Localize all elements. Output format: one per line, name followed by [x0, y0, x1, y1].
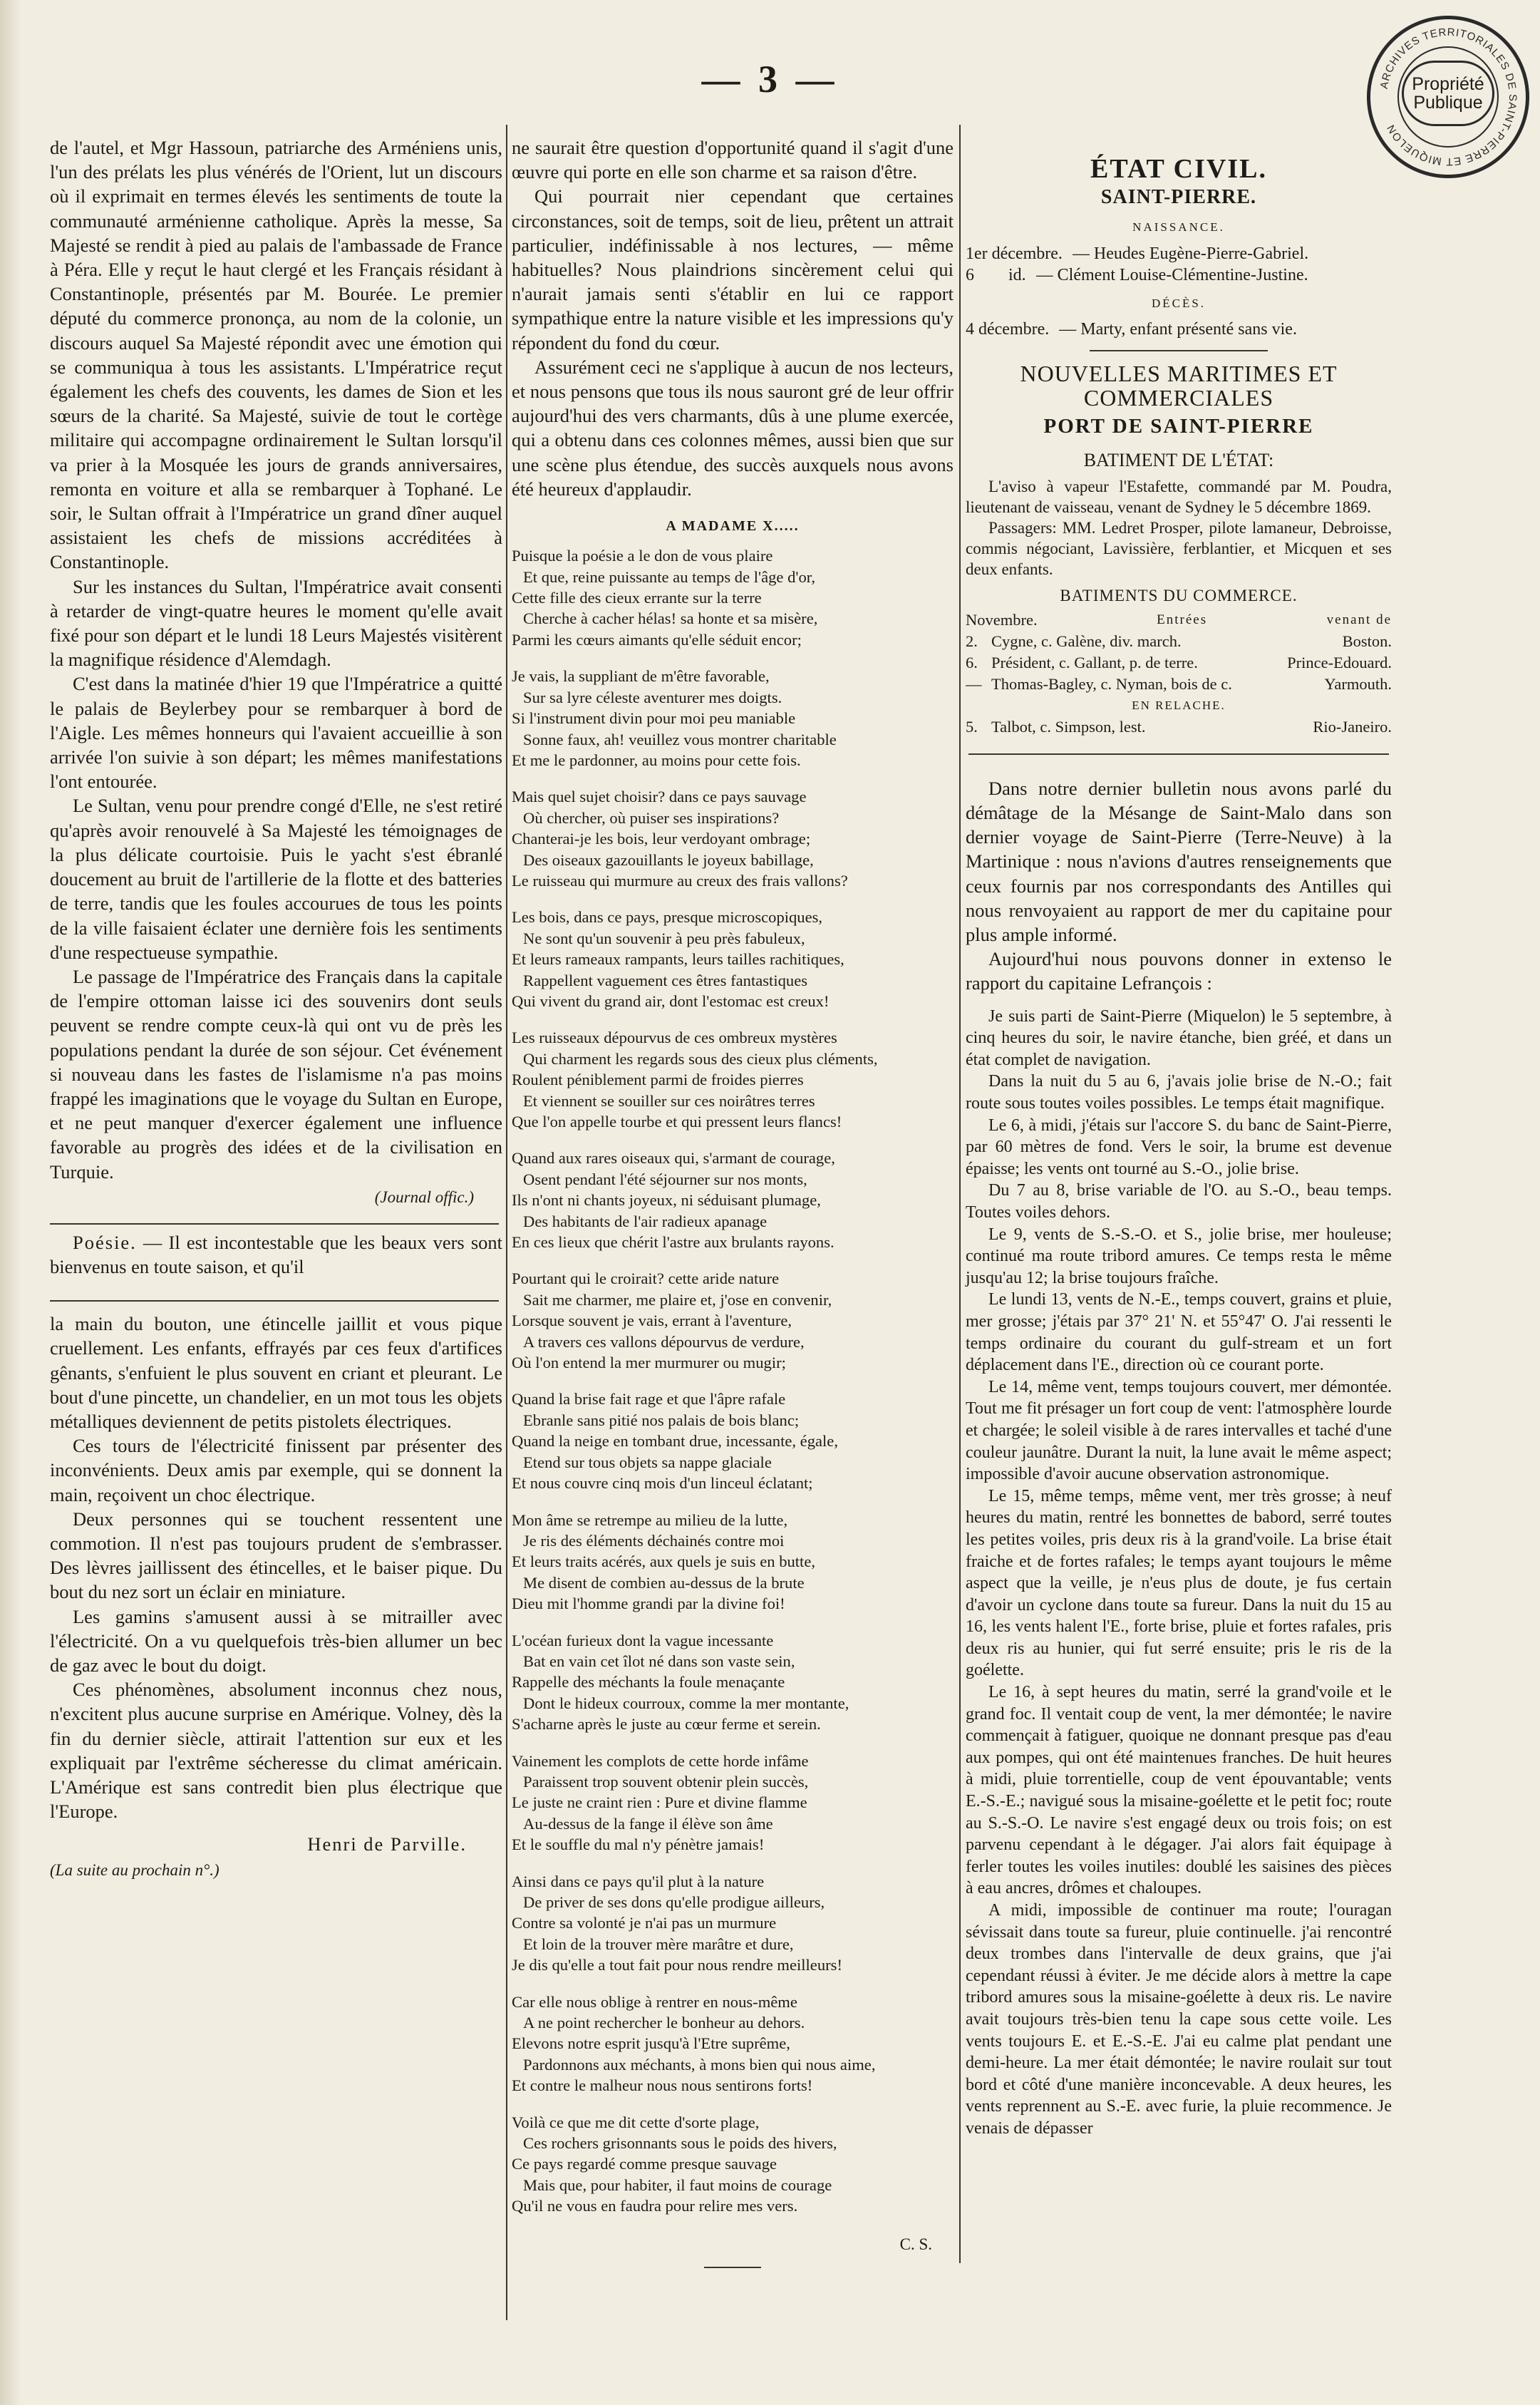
electricity-paragraph: Deux personnes qui se touchent ressentent une commotion. Il n'est pas toujours prudent de s'embrasser. Des lèvres jaillissent des étincelles, et le baiser pique. Du bout du nez sort un éclair en miniature.: [50, 1508, 502, 1603]
poem-signature: C. S.: [899, 2235, 932, 2253]
poem-line: Quand aux rares oiseaux qui, s'armant de courage,: [512, 1149, 835, 1168]
poem-stanza: [512, 1630, 954, 1735]
poem-line: Ils n'ont ni chants joyeux, ni séduisant plumage,: [512, 1191, 821, 1210]
captain-report-paragraph: Dans la nuit du 5 au 6, j'avais jolie brise de N.-O.; fait route sous toutes voiles possibles. Le temps était magnifique.: [966, 1072, 1392, 1113]
poem-line: Si l'instrument divin pour moi peu maniable: [512, 709, 796, 728]
poem-stanza: [512, 786, 954, 891]
commerce-header-month: Novembre.: [966, 610, 1038, 629]
poem-line: Lorsque souvent je vais, errant à l'aventure,: [512, 1312, 792, 1330]
poem-stanza: [512, 545, 954, 650]
poem-line: Et leurs traits acérés, aux quels je suis en butte,: [512, 1552, 816, 1571]
commerce-ship: Thomas-Bagley, c. Nyman, bois de c.: [991, 674, 1232, 693]
article-paragraph: Le passage de l'Impératrice des Français dans la capitale de l'empire ottoman laisse ici des souvenirs dont seuls peuvent se rendre compte ceux-là qui ont vu de près les populations pendant la durée de son séjour. Cet événement si nouveau dans les fastes de l'islamisme n'a pas moins frappé les imaginations que le voyage du Sultan en Europe, et ne peut manquer d'exercer également une influence favorable au progrès des idées et de la civilisation en Turquie.: [50, 965, 502, 1183]
birth-name: — Clément Louise-Clémentine-Justine.: [1035, 265, 1308, 284]
poem-line: Sait me charmer, me plaire et, j'ose en convenir,: [523, 1290, 832, 1309]
passengers-text: Passagers: MM. Ledret Prosper, pilote lamaneur, Debroisse, commis négociant, Lavissière, ferblantier, et Micquen et ses deux enfants.: [966, 518, 1392, 578]
section-rule: [50, 1223, 499, 1225]
commerce-date: —: [966, 674, 982, 693]
poem-line: Ainsi dans ce pays qu'il plut à la nature: [512, 1872, 765, 1890]
poem-line: Que l'on appelle tourbe et qui pressent leurs flancs!: [512, 1113, 842, 1131]
poem-line: Cette fille des cieux errante sur la terre: [512, 589, 762, 607]
poem-line: Quand la neige en tombant drue, incessante, égale,: [512, 1432, 838, 1451]
page-edge: [0, 0, 21, 2405]
poem-intro-paragraph: Assurément ceci ne s'applique à aucun de nos lecteurs, et nous pensons que tous ils nous sauront gré de leur offrir aujourd'hui des vers charmants, dûs à une plume exercée, qui a obtenu dans ces colonnes mêmes, aussi bien que sur une scène plus étendue, des succès auxquels nous avons été heureux d'applaudir.: [512, 356, 954, 500]
death-date: 4 décembre.: [966, 319, 1050, 339]
poem-line: Rappelle des méchants la foule menaçante: [512, 1673, 785, 1691]
stamp-label: [1402, 61, 1494, 126]
poem-line: Où l'on entend la mer murmurer ou mugir;: [512, 1354, 786, 1372]
poem-line: Puisque la poésie a le don de vous plaire: [512, 547, 773, 565]
section-rule: [1090, 350, 1268, 351]
poem-line: Quand la brise fait rage et que l'âpre rafale: [512, 1390, 786, 1409]
poem-line: Contre sa volonté je n'ai pas un murmure: [512, 1914, 777, 1932]
captain-report-paragraph: Le lundi 13, vents de N.-E., temps couvert, grains et pluie, mer grosse; j'étais par 37° 21' N. et 55°47' O. J'ai ressenti le temps ordinaire du courant du gulf-stream et un fort déplacement dans l'E., direction où ce courant porte.: [966, 1290, 1392, 1375]
electricity-paragraph: Ces tours de l'électricité finissent par présenter des inconvénients. Deux amis par exemple, qui se donnent la main, reçoivent un choc électrique.: [50, 1435, 502, 1505]
middle-column: [512, 135, 954, 2278]
poem-line: Et leurs rameaux rampants, leurs tailles rachitiques,: [512, 950, 844, 969]
poem-stanza: [512, 907, 954, 1011]
electricity-paragraph: Les gamins s'amusent aussi à se mitrailler avec l'électricité. On a vu quelquefois très-bien allumer un bec de gaz avec le bout du doigt.: [50, 1605, 502, 1676]
commerce-table: [966, 609, 1392, 738]
captain-report-paragraph: A midi, impossible de continuer ma route; l'ouragan sévissait dans toute sa fureur, pluie continuelle. j'ai rencontré deux trombes dans l'intervalle de deux grains, que j'ai cependant réussi à éviter. Je me décide alors à mettre la cape tribord amures sous la misaine-goélette à deux ris. Le navire avait toujours très-bien tenu la cape sous cette voile. Les vents toujours E. et E.-S.-E. J'ai eu calme plat pendant une demi-heure. La mer était démontée; le navire roulait sur tout bord et côté d'une manière inconcevable. A deux heures, les vents reprennent au S.-E. avec furie, la pluie recommence. Je venais de dépasser: [966, 1901, 1392, 2138]
commerce-title: BATIMENTS DU COMMERCE.: [1060, 586, 1298, 604]
poem-line: Rappellent vaguement ces êtres fantastiques: [523, 971, 808, 989]
continued-note: (La suite au prochain n°.): [50, 1860, 219, 1879]
poem-line: Ce pays regardé comme presque sauvage: [512, 2155, 777, 2173]
relache-origin: Rio-Janeiro.: [1313, 717, 1392, 736]
poem-line: Etend sur tous objets sa nappe glaciale: [523, 1453, 772, 1471]
poem-line: Ces rochers grisonnants sous le poids des hivers,: [523, 2134, 837, 2153]
stamp-line2: Publique: [1413, 93, 1483, 113]
relache-label: EN RELACHE.: [1132, 698, 1226, 712]
birth-date: 1er décembre.: [966, 244, 1063, 263]
poem-line: Le ruisseau qui murmure au creux des frais vallons?: [512, 871, 848, 890]
birth-date: 6 id.: [966, 265, 1026, 284]
section-rule: [50, 1300, 499, 1302]
poem-title: A MADAME X.....: [666, 518, 800, 535]
poem-stanza: [512, 1389, 954, 1493]
commerce-header-entries: Entrées: [1157, 612, 1208, 627]
poem-line: Pourtant qui le croirait? cette aride nature: [512, 1270, 780, 1288]
stamp-line1: Propriété: [1412, 73, 1484, 94]
article-paragraph: Sur les instances du Sultan, l'Impératrice avait consenti à retarder de vingt-quatre heures le moment qu'elle avait fixé pour son départ et le lundi 18 Leurs Majestés visitèrent la magnifique résidence d'Alemdagh.: [50, 575, 502, 671]
poem-stanza: [512, 1510, 954, 1615]
state-ship-text: L'aviso à vapeur l'Estafette, commandé par M. Poudra, lieutenant de vaisseau, venant de Sydney le 5 décembre 1869.: [966, 477, 1392, 516]
article-source: (Journal offic.): [374, 1188, 474, 1206]
poem-stanza: [512, 666, 954, 771]
poem-line: Qu'il ne vous en faudra pour relire mes vers.: [512, 2197, 798, 2215]
state-ship-title: BATIMENT DE L'ÉTAT:: [1083, 450, 1274, 471]
poem-line: Mais quel sujet choisir? dans ce pays sauvage: [512, 788, 807, 806]
poem-line: Pardonnons aux méchants, à mons bien qui nous aime,: [523, 2055, 876, 2074]
poem-line: Mon âme se retrempe au milieu de la lutte,: [512, 1510, 788, 1529]
births-list: [966, 243, 1392, 286]
electricity-paragraph: Ces phénomènes, absolument inconnus chez nous, n'excitent plus aucune surprise en Amérique. Volney, dès la fin du dernier siècle, attirait l'attention sur eux et les expliquait par l'extrême sécheresse du climat américain. L'Amérique est sans contredit bien plus électrique que l'Europe.: [50, 1679, 502, 1823]
poem-line: Et viennent se souiller sur ces noirâtres terres: [523, 1091, 815, 1110]
poem-line: Et nous couvre cinq mois d'un linceul éclatant;: [512, 1474, 813, 1493]
poem-line: Car elle nous oblige à rentrer en nous-même: [512, 1992, 797, 2011]
poem-line: Le juste ne craint rien : Pure et divine flamme: [512, 1793, 807, 1812]
poesie-label: Poésie.: [73, 1231, 137, 1253]
poem-line: Je ris des éléments déchainés contre moi: [523, 1531, 785, 1550]
poem-line: S'acharne après le juste au cœur ferme et serein.: [512, 1715, 821, 1734]
poem-line: Sonne faux, ah! veuillez vous montrer charitable: [523, 730, 837, 748]
etat-civil-title: ÉTAT CIVIL.: [1090, 154, 1267, 184]
poem-line: Roulent péniblement parmi de froides pierres: [512, 1071, 804, 1089]
poem-line: Les bois, dans ce pays, presque microscopiques,: [512, 908, 823, 927]
report-paragraph: Aujourd'hui nous pouvons donner in extenso le rapport du capitaine Lefrançois :: [966, 948, 1392, 994]
relache-ship: Talbot, c. Simpson, lest.: [991, 717, 1146, 736]
poem-line: Et le souffle du mal n'y pénètre jamais!: [512, 1835, 765, 1854]
report-paragraph: Dans notre dernier bulletin nous avons parlé du démâtage de la Mésange de Saint-Malo dans son dernier voyage de Saint-Pierre (Terre-Neuve) à la Martinique : nous n'avions d'autres renseignements que ceux fournis par nos correspondants des Antilles qui nous renvoyaient au rapport de mer du capitaine pour plus ample informé.: [966, 777, 1392, 946]
poem-line: Osent pendant l'été séjourner sur nos monts,: [523, 1170, 807, 1188]
poem-stanza: [512, 1148, 954, 1252]
poem-line: Me disent de combien au-dessus de la brute: [523, 1573, 805, 1592]
poem-line: Et me le pardonner, au moins pour cette fois.: [512, 751, 801, 769]
relache-date: 5.: [966, 717, 978, 736]
poem-line: Dieu mit l'homme grandi par la divine foi!: [512, 1595, 785, 1613]
poem-line: Ne sont qu'un souvenir à peu près fabuleux,: [523, 929, 805, 947]
commerce-origin: Prince-Edouard.: [1287, 653, 1392, 671]
poem-line: Voilà ce que me dit cette d'sorte plage,: [512, 2113, 760, 2131]
commerce-date: 2.: [966, 632, 978, 650]
poem-line: Vainement les complots de cette horde infâme: [512, 1751, 809, 1770]
page-number: — 3 —: [701, 58, 839, 101]
poem-line: Cherche à cacher hélas! sa honte et sa misère,: [523, 609, 818, 628]
poem-line: Elevons notre esprit jusqu'à l'Etre suprême,: [512, 2034, 790, 2053]
section-rule: [968, 753, 1389, 755]
electricity-paragraph: la main du bouton, une étincelle jaillit et vous pique cruellement. Les enfants, effrayés par ces feux d'artifices gênants, s'enfuient le plus souvent en criant et pleurant. Le bout d'une pincette, un chandelier, en un mot tous les objets métalliques deviennent de petits pistolets électriques.: [50, 1313, 502, 1432]
article-author: Henri de Parville.: [307, 1833, 467, 1855]
poem-line: Et loin de la trouver mère marâtre et dure,: [523, 1935, 794, 1953]
left-column: [50, 135, 502, 1880]
right-column: [966, 135, 1392, 2140]
end-rule: [704, 2267, 761, 2268]
commerce-origin: Yarmouth.: [1324, 674, 1392, 693]
column-rule-right: [959, 125, 961, 2263]
article-paragraph: C'est dans la matinée d'hier 19 que l'Impératrice a quitté le palais de Beylerbey pour se rembarquer à bord de l'Aigle. Les mêmes honneurs qui l'avaient accueillie à son arrivée l'on suivie à son départ; les mêmes manifestations l'ont entourée.: [50, 673, 502, 793]
commerce-ship: Président, c. Gallant, p. de terre.: [991, 653, 1198, 671]
birth-entry: [966, 264, 1392, 286]
poem-line: De priver de ses dons qu'elle prodigue ailleurs,: [523, 1893, 825, 1911]
poem-line: Et que, reine puissante au temps de l'âge d'or,: [523, 567, 816, 586]
poem-stanza: [512, 1871, 954, 1976]
poem-line: Je vais, la suppliant de m'être favorable,: [512, 667, 770, 686]
captain-report-paragraph: Le 14, même vent, temps toujours couvert, mer démontée. Tout me fit présager un fort coup de vent: l'atmosphère lourde et chargée; le soleil visible à de rares intervalles et taché d'une couleur jaunâtre. Durant la nuit, la lune avait le même aspect; impossible d'avoir aucune observation astronomique.: [966, 1377, 1392, 1484]
poem-stanza: [512, 1992, 954, 2096]
naissance-label: NAISSANCE.: [1132, 220, 1225, 235]
poem-line: L'océan furieux dont la vague incessante: [512, 1631, 774, 1649]
poem-intro-paragraph: Qui pourrait nier cependant que certaines circonstances, soit de temps, soit de lieu, prêtent un attrait particulier, indéfinissable à nos lectures, — même habituelles? Nous plaindrions sincèrement celui qui n'aurait jamais senti s'établir en lui ce rapport sympathique entre la nature visible et les impressions qu'y répondent du fond du cœur.: [512, 185, 954, 354]
poesie-intro: — Il est incontestable que les beaux vers sont bienvenus en toute saison, et qu'il: [50, 1231, 503, 1277]
poem-line: Dont le hideux courroux, comme la mer montante,: [523, 1694, 849, 1712]
poem-line: Ebranle sans pitié nos palais de bois blanc;: [523, 1411, 800, 1429]
poem-line: Des oiseaux gazouillants le joyeux babillage,: [523, 850, 814, 869]
relache-row: [966, 716, 1392, 738]
captain-report-paragraph: Le 16, à sept heures du matin, serré la grand'voile et le grand foc. Il ventait coup de vent, la mer démontée; le navire commençait à fatiguer, quoique ne donnant presque pas d'eau aux pompes, qui ont été maintenues franches. De huit heures à midi, pluie torrentielle, coup de vent épouvantable; vents E.-S.-E.; navigué sous la misaine-goélette et le petit foc; route au S.-S.-O. Le navire s'est engagé deux ou trois fois; on est parvenu cependant à le dégager. J'ai alors fait équipage à ferler toutes les voiles inutiles: doublé les saisines des pièces à eau ancres, drômes et chaloupes.: [966, 1683, 1392, 1898]
poem-line: Et contre le malheur nous nous sentirons forts!: [512, 2076, 813, 2095]
poem-line: Au-dessus de la fange il élève son âme: [523, 1814, 773, 1833]
poem-line: Des habitants de l'air radieux apanage: [523, 1212, 768, 1230]
birth-entry: [966, 243, 1392, 264]
poem-intro-paragraph: ne saurait être question d'opportunité quand il s'agit d'une œuvre qui porte en elle son charme et sa raison d'être.: [512, 137, 954, 183]
deaths-list: [966, 319, 1392, 340]
poem-line: Mais que, pour habiter, il faut moins de courage: [523, 2175, 832, 2194]
poem-line: A travers ces vallons dépourvus de verdure,: [523, 1332, 805, 1351]
poem-line: Où chercher, où puiser ses inspirations?: [523, 808, 780, 827]
commerce-header-from: venant de: [1326, 612, 1392, 627]
commerce-row: [966, 674, 1392, 695]
death-name: — Marty, enfant présenté sans vie.: [1059, 319, 1297, 339]
port-title: PORT DE SAINT-PIERRE: [1043, 415, 1314, 438]
poem-stanza: [512, 1751, 954, 1855]
commerce-row: [966, 652, 1392, 674]
poem-line: Qui vivent du grand air, dont l'estomac est creux!: [512, 992, 830, 1010]
poem-stanza: [512, 1268, 954, 1373]
poem-line: A ne point rechercher le bonheur au dehors.: [523, 2014, 805, 2032]
poem: [512, 545, 954, 2216]
poem-line: Qui charment les regards sous des cieux plus cléments,: [523, 1049, 878, 1068]
commerce-ship: Cygne, c. Galène, div. march.: [991, 632, 1182, 650]
article-paragraph: de l'autel, et Mgr Hassoun, patriarche des Arméniens unis, l'un des prélats les plus vénérés de l'Orient, lut un discours où il exprimait en termes élevés les sentiments de toute la communauté arménienne catholique. Après la messe, Sa Majesté se rendit à pied au palais de l'ambassade de France à Péra. Elle y reçut le haut clergé et les Français résidant à Constantinople, présentés par M. Bourée. Le premier député du commerce prononça, au nom de la colonie, un discours auquel Sa Majesté répondit avec une émotion qui se communiqua à tous les assistants. L'Impératrice reçut également les chefs des couvents, les dames de Sion et les sœurs de la charité. Sa Majesté, suivie de tout le cortège militaire qui accompagne ordinairement le Sultan lorsqu'il va prier à la Mosquée les jours de grands anniversaires, remonta en voiture et alla se rembarquer à Tophané. Le soir, le Sultan offrait à l'Impératrice un grand dîner auquel assistaient les chefs de missions accréditées à Constantinople.: [50, 137, 502, 573]
commerce-header: [966, 609, 1392, 631]
poem-line: Sur sa lyre céleste aventurer mes doigts.: [523, 688, 782, 706]
poem-line: Chanterai-je les bois, leur verdoyant ombrage;: [512, 830, 811, 848]
commerce-origin: Boston.: [1342, 632, 1392, 650]
commerce-row: [966, 631, 1392, 652]
birth-name: — Heudes Eugène-Pierre-Gabriel.: [1072, 244, 1309, 263]
captain-report-paragraph: Du 7 au 8, brise variable de l'O. au S.-O., beau temps. Toutes voiles dehors.: [966, 1181, 1392, 1222]
poem-stanza: [512, 1027, 954, 1132]
captain-report-paragraph: Le 6, à midi, j'étais sur l'accore S. du banc de Saint-Pierre, par 60 mètres de fond. Vers le soir, la brume est devenue épaisse; les vents ont tourné au S.-O., jolie brise.: [966, 1116, 1392, 1178]
poem-line: Les ruisseaux dépourvus de ces ombreux mystères: [512, 1029, 837, 1047]
captain-report-paragraph: Je suis parti de Saint-Pierre (Miquelon) le 5 septembre, à cinq heures du soir, le navire étanche, bien gréé, et dans un état complet de navigation.: [966, 1006, 1392, 1069]
poem-line: Je dis qu'elle a tout fait pour nous rendre meilleurs!: [512, 1956, 842, 1974]
place-title: SAINT-PIERRE.: [1100, 186, 1257, 209]
captain-report: [966, 1006, 1392, 2140]
poem-line: En ces lieux que chérit l'astre aux brulants rayons.: [512, 1233, 834, 1252]
poem-line: Paraissent trop souvent obtenir plein succès,: [523, 1772, 809, 1791]
article-paragraph: Le Sultan, venu pour prendre congé d'Elle, ne s'est retiré qu'après avoir renouvelé à Sa Majesté les témoignages de la plus délicate courtoisie. Puis le yacht s'est ébranlé doucement au bruit de l'artillerie de la flotte et des batteries de terre, tandis que les foules accourues de tous les points de la ville faisaient éclater une dernière fois les sentiments d'une respectueuse sympathie.: [50, 795, 502, 963]
death-entry: [966, 319, 1392, 340]
column-rule-left: [506, 125, 507, 2320]
captain-report-paragraph: Le 15, même temps, même vent, mer très grosse; à neuf heures du matin, rentré les bonnettes de babord, serré toutes les petites voiles, pris deux ris à la grand'voile. La brise était fraiche et de fortes rafales; le temps ayant toujours le même aspect que la veille, je n'eus plus de doute, je fus certain d'avoir un cyclone dans toute sa fureur. Dans la nuit du 15 au 16, les vents halent l'E., forte brise, pluie et fortes rafales, pris deux ris au hunier, qui fut serré ensuite; pris le ris de la goélette.: [966, 1486, 1392, 1680]
deces-label: DÉCÈS.: [1151, 296, 1206, 310]
poem-line: Parmi les cœurs aimants qu'elle séduit encor;: [512, 630, 802, 649]
poem-line: Bat en vain cet îlot né dans son vaste sein,: [523, 1652, 795, 1670]
captain-report-paragraph: Le 9, vents de S.-S.-O. et S., jolie brise, mer houleuse; continué ma route tribord amures. Ce temps resta le même jusqu'au 12; la brise toujours fraîche.: [966, 1225, 1392, 1287]
poem-stanza: [512, 2112, 954, 2217]
commerce-date: 6.: [966, 653, 978, 671]
maritime-title: NOUVELLES MARITIMES ET COMMERCIALES: [1020, 360, 1338, 411]
stamp-ring-text: ARCHIVES TERRITORIALES DE SAINT-PIERRE ET MIQUELON: [1378, 26, 1519, 168]
